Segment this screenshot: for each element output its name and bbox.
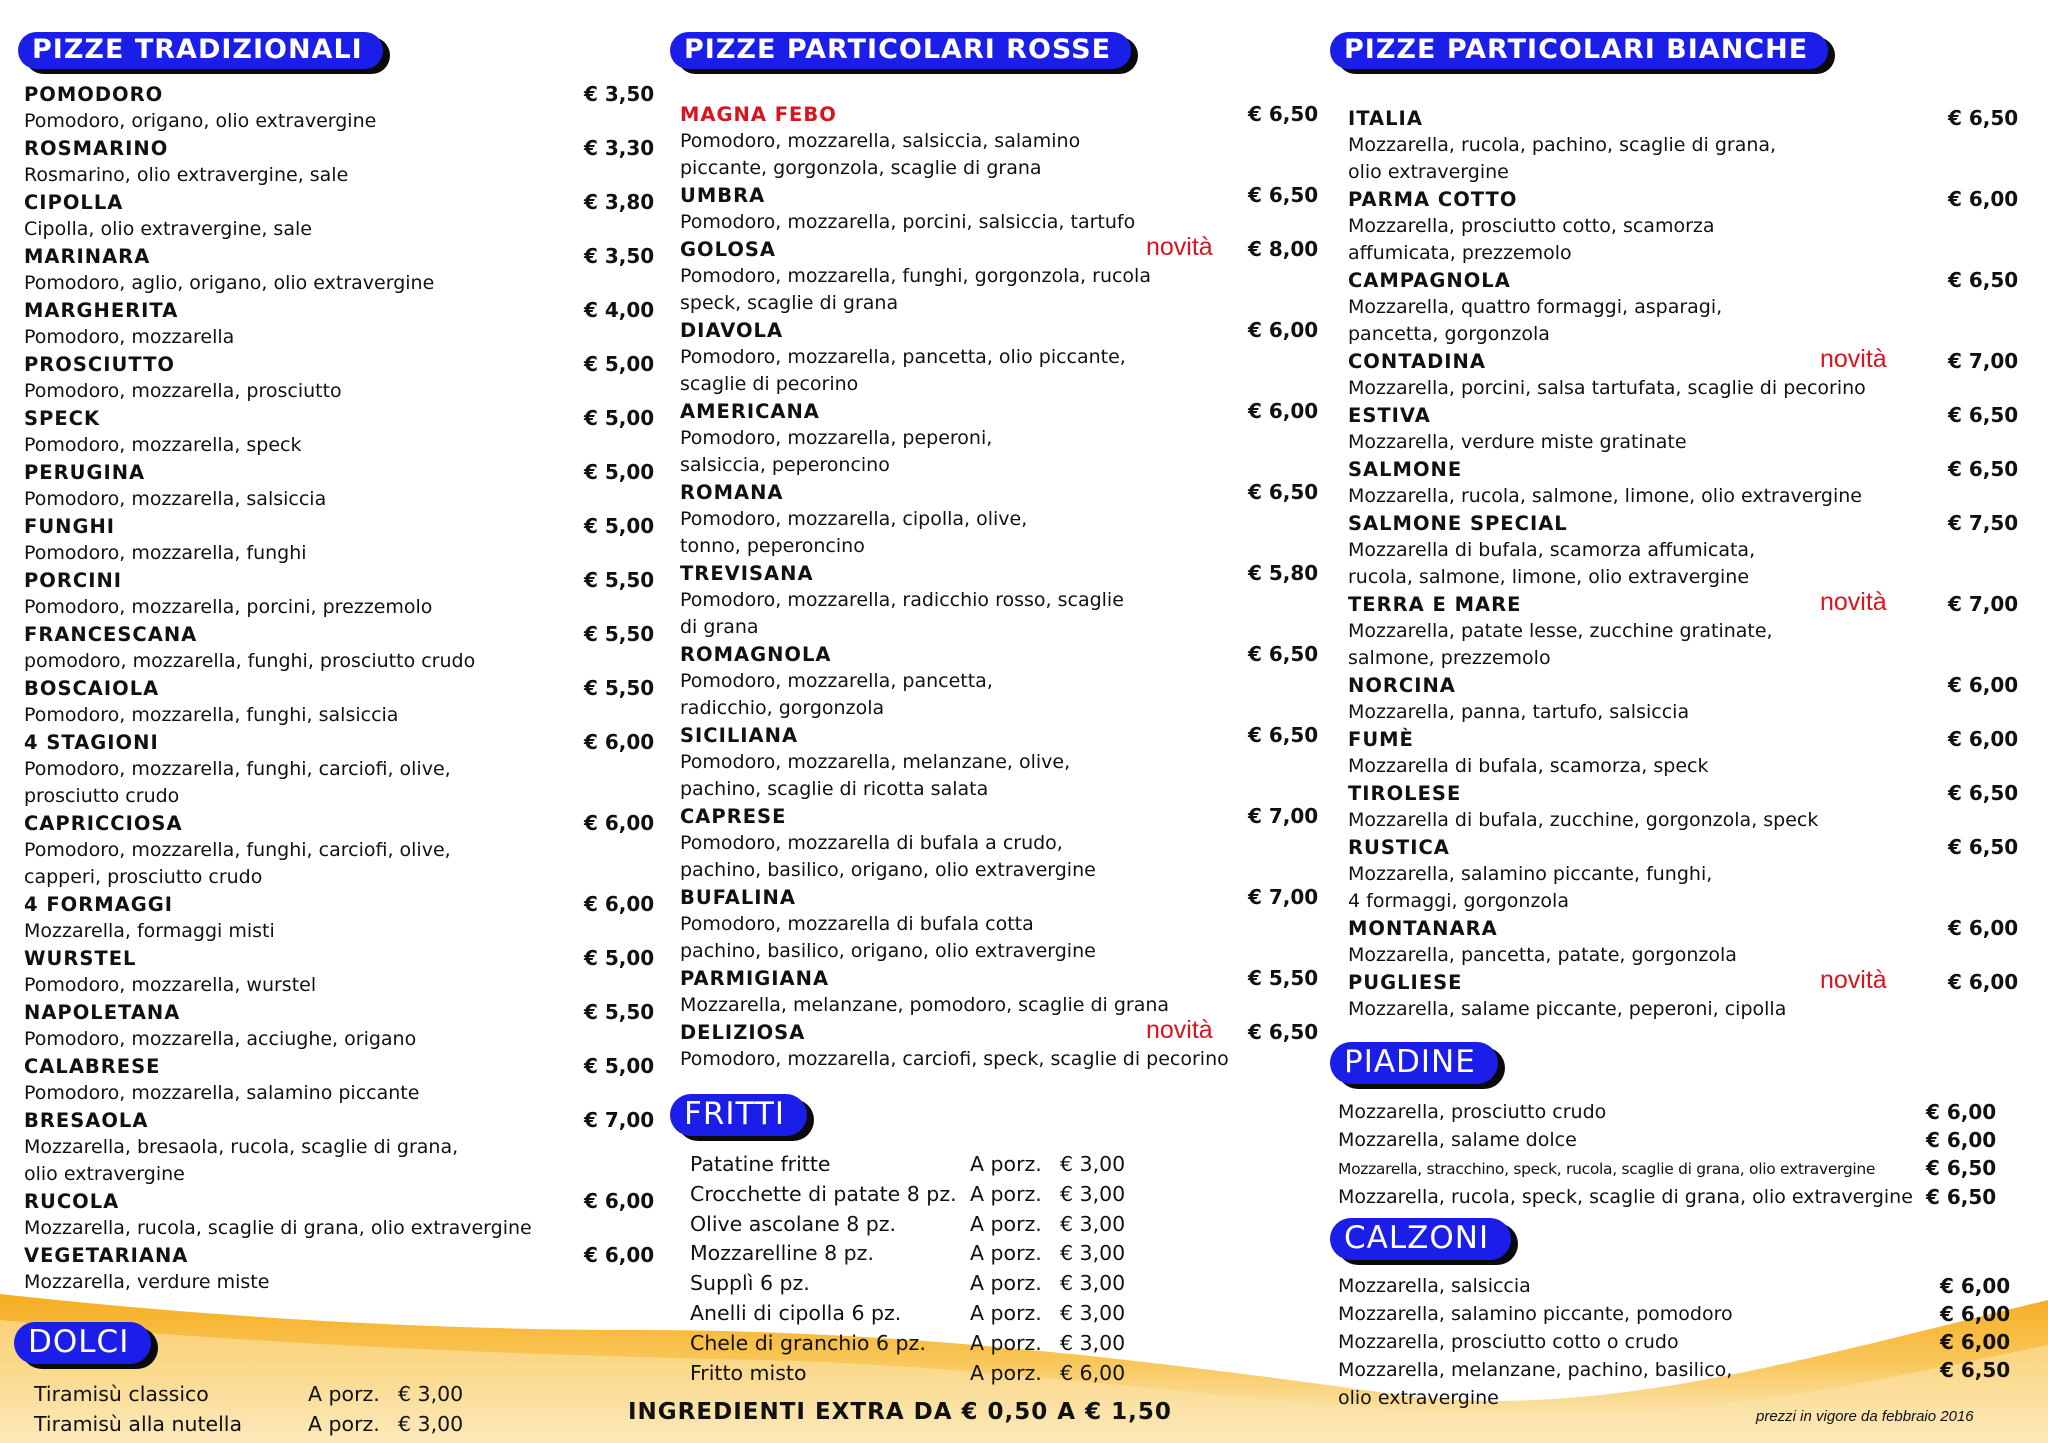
- pizza-price: € 6,00: [584, 1189, 655, 1213]
- item-price: € 6,00: [1940, 1274, 2011, 1298]
- pizza-description: Pomodoro, aglio, origano, olio extravergine: [24, 272, 435, 294]
- pizza-description: Mozzarella, prosciutto cotto, scamorza affumicata, prezzemolo: [1348, 215, 1715, 264]
- pizza-price: € 6,00: [584, 811, 655, 835]
- price-validity-note: prezzi in vigore da febbraio 2016: [1756, 1408, 1974, 1425]
- pizza-name: ROMAGNOLA: [680, 643, 832, 666]
- pizza-price: € 5,00: [584, 514, 655, 538]
- pizza-name: ROSMARINO: [24, 137, 169, 160]
- pizza-description: Mozzarella, pancetta, patate, gorgonzola: [1348, 944, 1737, 966]
- pizza-item: [680, 398, 1320, 479]
- item-name: Mozzarelline 8 pz.: [690, 1241, 874, 1266]
- pizza-description: Pomodoro, mozzarella, porcini, prezzemolo: [24, 596, 433, 618]
- pizza-item: [680, 182, 1320, 236]
- pizza-price: € 7,00: [1248, 804, 1319, 828]
- pizza-item: [1348, 966, 2030, 1023]
- pizza-description: Pomodoro, mozzarella, funghi, carciofi, olive, prosciutto crudo: [24, 758, 451, 807]
- pizza-item: [1348, 780, 2030, 834]
- extra-ingredients-note: INGREDIENTI EXTRA DA € 0,50 A € 1,50: [628, 1399, 1172, 1425]
- portion-label: A porz.: [308, 1382, 380, 1406]
- pizza-item: [1348, 915, 2030, 969]
- item-name: Anelli di cipolla 6 pz.: [690, 1300, 902, 1325]
- piadine-row: [1338, 1098, 2030, 1126]
- pizza-price: € 6,50: [1248, 723, 1319, 747]
- pizza-price: € 3,50: [584, 244, 655, 268]
- pizza-item: [24, 999, 658, 1053]
- calzoni-row: [1338, 1356, 2030, 1412]
- fritti-row: [690, 1150, 1170, 1180]
- item-price: € 3,00: [1060, 1330, 1126, 1355]
- section-title: DOLCI: [14, 1322, 151, 1364]
- item-description: Mozzarella, salame dolce: [1338, 1129, 1577, 1151]
- pizza-description: Rosmarino, olio extravergine, sale: [24, 164, 349, 186]
- pizza-price: € 7,00: [1948, 349, 2019, 373]
- pizza-price: € 6,00: [1948, 727, 2019, 751]
- pizza-name: PORCINI: [24, 569, 123, 592]
- item-price: € 3,00: [1060, 1241, 1126, 1266]
- pizza-item: [24, 351, 658, 405]
- item-description: Mozzarella, salamino piccante, pomodoro: [1338, 1303, 1733, 1325]
- pizza-item: [24, 567, 658, 621]
- pizza-item: [680, 233, 1320, 317]
- pizza-description: Pomodoro, mozzarella, salsiccia: [24, 488, 327, 510]
- item-price: € 3,00: [1060, 1271, 1126, 1296]
- fritti-row: [690, 1210, 1170, 1240]
- pizza-item: [24, 945, 658, 999]
- pizza-item: [680, 101, 1320, 182]
- pizza-description: Mozzarella, verdure miste: [24, 1271, 270, 1293]
- pizza-description: Mozzarella, rucola, pachino, scaglie di grana, olio extravergine: [1348, 134, 1777, 183]
- pizza-item: [680, 803, 1320, 884]
- fritti-row: [690, 1329, 1170, 1359]
- portion-label: A porz.: [970, 1271, 1042, 1296]
- dolci-row: [34, 1380, 514, 1410]
- pizza-price: € 3,30: [584, 136, 655, 160]
- pizza-name: 4 FORMAGGI: [24, 893, 174, 916]
- portion-label: A porz.: [970, 1152, 1042, 1176]
- pizza-description: Pomodoro, mozzarella di bufala a crudo, pachino, basilico, origano, olio extravergine: [680, 832, 1096, 881]
- fritti-row: [690, 1239, 1170, 1269]
- fritti-row: [690, 1359, 1170, 1389]
- pizza-name: MAGNA FEBO: [680, 103, 837, 126]
- pizza-price: € 6,50: [1248, 102, 1319, 126]
- pizza-price: € 3,80: [584, 190, 655, 214]
- item-description: Mozzarella, prosciutto cotto o crudo: [1338, 1331, 1679, 1353]
- pizza-name: PUGLIESE: [1348, 971, 1463, 994]
- item-price: € 3,00: [1060, 1300, 1126, 1325]
- pizza-description: Pomodoro, mozzarella, peperoni, salsiccia, peperoncino: [680, 427, 993, 476]
- item-price: € 6,00: [1926, 1100, 1997, 1124]
- dolci-row: [34, 1410, 514, 1440]
- pizza-item: [1348, 402, 2030, 456]
- pizza-item: [24, 81, 658, 135]
- pizza-name: NORCINA: [1348, 674, 1456, 697]
- pizza-item: [24, 243, 658, 297]
- pizza-name: VEGETARIANA: [24, 1244, 189, 1267]
- pizza-description: Pomodoro, mozzarella, cipolla, olive, tonno, peperoncino: [680, 508, 1028, 557]
- section-pizze-tradizionali: [18, 32, 658, 1296]
- pizza-price: € 6,00: [584, 730, 655, 754]
- pizza-description: Mozzarella, melanzane, pomodoro, scaglie di grana: [680, 994, 1170, 1016]
- pizza-price: € 6,00: [1248, 318, 1319, 342]
- pizza-item: [1348, 456, 2030, 510]
- item-price: € 3,00: [1060, 1181, 1126, 1206]
- portion-label: A porz.: [970, 1330, 1042, 1355]
- pizza-description: Pomodoro, mozzarella, salsiccia, salamino piccante, gorgonzola, scaglie di grana: [680, 130, 1081, 179]
- calzoni-row: [1338, 1272, 2030, 1300]
- pizza-name: ESTIVA: [1348, 404, 1431, 427]
- pizza-name: BOSCAIOLA: [24, 677, 160, 700]
- menu-list: [680, 101, 1320, 1073]
- pizza-price: € 6,50: [1248, 183, 1319, 207]
- pizza-description: Pomodoro, mozzarella, pancetta, olio piccante, scaglie di pecorino: [680, 346, 1126, 395]
- pizza-item: [24, 297, 658, 351]
- pizza-description: Pomodoro, mozzarella, funghi, salsiccia: [24, 704, 399, 726]
- pizza-item: [1348, 510, 2030, 591]
- pizza-price: € 6,00: [1948, 187, 2019, 211]
- pizza-price: € 7,00: [584, 1108, 655, 1132]
- calzoni-row: [1338, 1300, 2030, 1328]
- pizza-price: € 5,00: [584, 946, 655, 970]
- pizza-price: € 5,50: [584, 622, 655, 646]
- pizza-name: SICILIANA: [680, 724, 799, 747]
- pizza-price: € 6,00: [584, 1243, 655, 1267]
- pizza-description: Mozzarella, rucola, salmone, limone, olio extravergine: [1348, 485, 1862, 507]
- pizza-description: Pomodoro, mozzarella di bufala cotta pachino, basilico, origano, olio extravergine: [680, 913, 1096, 962]
- pizza-item: [680, 641, 1320, 722]
- section-dolci: [14, 1322, 514, 1439]
- pizza-description: Pomodoro, mozzarella, acciughe, origano: [24, 1028, 417, 1050]
- pizza-price: € 4,00: [584, 298, 655, 322]
- pizza-name: SALMONE SPECIAL: [1348, 512, 1568, 535]
- section-fritti: [670, 1094, 1170, 1388]
- portion-label: A porz.: [308, 1411, 380, 1436]
- pizza-name: RUSTICA: [1348, 836, 1450, 859]
- pizza-description: Pomodoro, mozzarella, speck: [24, 434, 302, 456]
- pizza-description: Pomodoro, mozzarella, wurstel: [24, 974, 317, 996]
- item-name: Olive ascolane 8 pz.: [690, 1211, 897, 1236]
- pizza-description: Mozzarella di bufala, zucchine, gorgonzola, speck: [1348, 809, 1819, 831]
- pizza-item: [24, 189, 658, 243]
- pizza-description: Pomodoro, mozzarella: [24, 326, 235, 348]
- pizza-price: € 6,50: [1948, 403, 2019, 427]
- pizza-name: CAPRICCIOSA: [24, 812, 183, 835]
- item-price: € 6,00: [1060, 1360, 1126, 1385]
- pizza-price: € 5,00: [584, 352, 655, 376]
- item-name: Tiramisù alla nutella: [34, 1411, 243, 1436]
- pizza-name: CAPRESE: [680, 805, 787, 828]
- pizza-price: € 7,00: [1248, 885, 1319, 909]
- pizza-name: ITALIA: [1348, 107, 1423, 130]
- pizza-name: FUNGHI: [24, 515, 116, 538]
- pizza-item: [680, 479, 1320, 560]
- pizza-item: [680, 317, 1320, 398]
- pizza-price: € 6,50: [1948, 268, 2019, 292]
- pizza-name: CONTADINA: [1348, 350, 1486, 373]
- portion-label: A porz.: [970, 1241, 1042, 1266]
- pizza-price: € 5,50: [1248, 966, 1319, 990]
- pizza-item: [1348, 726, 2030, 780]
- pizza-item: [1348, 186, 2030, 267]
- item-name: Tiramisù classico: [34, 1382, 209, 1406]
- pizza-name: NAPOLETANA: [24, 1001, 181, 1024]
- pizza-item: [1348, 105, 2030, 186]
- section-pizze-bianche: [1330, 32, 2030, 1023]
- pizza-name: CAMPAGNOLA: [1348, 269, 1511, 292]
- portion-label: A porz.: [970, 1211, 1042, 1236]
- section-title: PIZZE PARTICOLARI ROSSE: [670, 32, 1131, 69]
- pizza-item: [24, 810, 658, 891]
- pizza-name: BUFALINA: [680, 886, 796, 909]
- fritti-row: [690, 1180, 1170, 1210]
- pizza-price: € 6,00: [1948, 970, 2019, 994]
- item-description: Mozzarella, rucola, speck, scaglie di grana, olio extravergine: [1338, 1186, 1913, 1208]
- item-description: Mozzarella, melanzane, pachino, basilico, olio extravergine: [1338, 1359, 1733, 1409]
- pizza-price: € 6,50: [1248, 1020, 1319, 1044]
- pizza-item: [24, 1107, 658, 1188]
- pizza-description: Pomodoro, mozzarella, funghi, carciofi, olive, capperi, prosciutto crudo: [24, 839, 451, 888]
- item-price: € 6,00: [1926, 1128, 1997, 1152]
- pizza-name: CIPOLLA: [24, 191, 124, 214]
- pizza-price: € 7,00: [1948, 592, 2019, 616]
- pizza-name: UMBRA: [680, 184, 766, 207]
- pizza-description: Mozzarella, quattro formaggi, asparagi, pancetta, gorgonzola: [1348, 296, 1723, 345]
- pizza-price: € 5,00: [584, 406, 655, 430]
- item-price: € 6,00: [1940, 1330, 2011, 1354]
- pizza-name: MARGHERITA: [24, 299, 179, 322]
- pizza-price: € 3,50: [584, 82, 655, 106]
- pizza-item: [24, 1242, 658, 1296]
- item-name: Chele di granchio 6 pz.: [690, 1330, 926, 1355]
- fritti-row: [690, 1269, 1170, 1299]
- novita-badge: novità: [1820, 588, 1887, 616]
- fritti-list: [690, 1150, 1170, 1388]
- pizza-description: Pomodoro, mozzarella, melanzane, olive, pachino, scaglie di ricotta salata: [680, 751, 1071, 800]
- pizza-item: [680, 560, 1320, 641]
- item-price: € 6,50: [1926, 1156, 1997, 1180]
- pizza-name: DIAVOLA: [680, 319, 784, 342]
- pizza-name: SALMONE: [1348, 458, 1463, 481]
- section-title: PIADINE: [1330, 1042, 1498, 1084]
- calzoni-row: [1338, 1328, 2030, 1356]
- pizza-name: TERRA E MARE: [1348, 593, 1522, 616]
- pizza-description: Mozzarella, rucola, scaglie di grana, olio extravergine: [24, 1217, 532, 1239]
- section-title: CALZONI: [1330, 1218, 1511, 1260]
- section-calzoni: [1330, 1218, 2030, 1412]
- pizza-name: AMERICANA: [680, 400, 820, 423]
- pizza-item: [24, 1188, 658, 1242]
- item-price: € 3,00: [1060, 1211, 1126, 1236]
- pizza-name: TREVISANA: [680, 562, 814, 585]
- pizza-name: PARMIGIANA: [680, 967, 830, 990]
- pizza-description: Pomodoro, mozzarella, radicchio rosso, scaglie di grana: [680, 589, 1124, 638]
- pizza-name: MARINARA: [24, 245, 151, 268]
- pizza-description: Pomodoro, mozzarella, funghi, gorgonzola, rucola speck, scaglie di grana: [680, 265, 1151, 314]
- pizza-name: FRANCESCANA: [24, 623, 198, 646]
- pizza-name: PARMA COTTO: [1348, 188, 1518, 211]
- pizza-name: ROMANA: [680, 481, 784, 504]
- pizza-name: MONTANARA: [1348, 917, 1498, 940]
- novita-badge: novità: [1820, 966, 1887, 994]
- pizza-description: Mozzarella di bufala, scamorza, speck: [1348, 755, 1709, 777]
- pizza-description: Pomodoro, mozzarella, porcini, salsiccia, tartufo: [680, 211, 1136, 233]
- pizza-item: [680, 1016, 1320, 1073]
- pizza-price: € 8,00: [1248, 237, 1319, 261]
- pizza-description: Mozzarella, patate lesse, zucchine gratinate, salmone, prezzemolo: [1348, 620, 1773, 669]
- menu-list: [1348, 105, 2030, 1023]
- portion-label: A porz.: [970, 1360, 1042, 1385]
- pizza-name: PROSCIUTTO: [24, 353, 175, 376]
- portion-label: A porz.: [970, 1181, 1042, 1206]
- pizza-name: FUMÈ: [1348, 728, 1414, 751]
- pizza-price: € 6,50: [1948, 457, 2019, 481]
- pizza-description: Pomodoro, mozzarella, carciofi, speck, scaglie di pecorino: [680, 1048, 1229, 1070]
- pizza-description: Mozzarella, verdure miste gratinate: [1348, 431, 1687, 453]
- dolci-list: [34, 1380, 514, 1439]
- pizza-item: [24, 621, 658, 675]
- pizza-name: DELIZIOSA: [680, 1021, 806, 1044]
- pizza-name: BRESAOLA: [24, 1109, 149, 1132]
- pizza-description: Mozzarella di bufala, scamorza affumicata, rucola, salmone, limone, olio extravergine: [1348, 539, 1756, 588]
- pizza-name: TIROLESE: [1348, 782, 1462, 805]
- pizza-description: pomodoro, mozzarella, funghi, prosciutto crudo: [24, 650, 476, 672]
- pizza-description: Pomodoro, origano, olio extravergine: [24, 110, 377, 132]
- item-price: € 3,00: [398, 1382, 464, 1406]
- item-name: Supplì 6 pz.: [690, 1271, 810, 1296]
- pizza-description: Mozzarella, salamino piccante, funghi, 4 formaggi, gorgonzola: [1348, 863, 1713, 912]
- piadine-row: [1338, 1126, 2030, 1154]
- pizza-description: Cipolla, olio extravergine, sale: [24, 218, 312, 240]
- pizza-name: 4 STAGIONI: [24, 731, 159, 754]
- item-description: Mozzarella, salsiccia: [1338, 1275, 1531, 1297]
- pizza-price: € 6,50: [1948, 781, 2019, 805]
- portion-label: A porz.: [970, 1300, 1042, 1325]
- pizza-item: [24, 135, 658, 189]
- pizza-item: [1348, 672, 2030, 726]
- pizza-description: Mozzarella, bresaola, rucola, scaglie di grana, olio extravergine: [24, 1136, 459, 1185]
- pizza-item: [24, 513, 658, 567]
- item-description: Mozzarella, prosciutto crudo: [1338, 1101, 1607, 1123]
- pizza-name: CALABRESE: [24, 1055, 161, 1078]
- item-price: € 3,00: [398, 1411, 464, 1436]
- pizza-description: Mozzarella, formaggi misti: [24, 920, 275, 942]
- piadine-row: [1338, 1183, 2030, 1211]
- novita-badge: novità: [1820, 345, 1887, 373]
- pizza-name: PERUGINA: [24, 461, 146, 484]
- pizza-item: [24, 405, 658, 459]
- fritti-row: [690, 1299, 1170, 1329]
- pizza-price: € 7,50: [1948, 511, 2019, 535]
- item-name: Fritto misto: [690, 1360, 807, 1385]
- pizza-price: € 5,50: [584, 1000, 655, 1024]
- pizza-price: € 5,00: [584, 460, 655, 484]
- pizza-price: € 6,00: [1248, 399, 1319, 423]
- item-description: Mozzarella, stracchino, speck, rucola, scaglie di grana, olio extravergine: [1338, 1160, 1876, 1178]
- pizza-name: GOLOSA: [680, 238, 777, 261]
- section-title: PIZZE PARTICOLARI BIANCHE: [1330, 32, 1828, 69]
- item-price: € 3,00: [1060, 1152, 1126, 1176]
- pizza-item: [680, 722, 1320, 803]
- pizza-price: € 6,50: [1248, 480, 1319, 504]
- section-piadine: [1330, 1042, 2030, 1211]
- pizza-name: SPECK: [24, 407, 101, 430]
- item-name: Crocchette di patate 8 pz.: [690, 1181, 957, 1206]
- pizza-item: [680, 884, 1320, 965]
- pizza-price: € 6,50: [1248, 642, 1319, 666]
- pizza-description: Mozzarella, porcini, salsa tartufata, scaglie di pecorino: [1348, 377, 1866, 399]
- section-pizze-rosse: [670, 32, 1320, 1073]
- section-title: PIZZE TRADIZIONALI: [18, 32, 383, 69]
- pizza-price: € 6,50: [1948, 835, 2019, 859]
- item-price: € 6,50: [1940, 1358, 2011, 1382]
- pizza-description: Pomodoro, mozzarella, pancetta, radicchio, gorgonzola: [680, 670, 993, 719]
- item-price: € 6,50: [1926, 1185, 1997, 1209]
- pizza-description: Mozzarella, panna, tartufo, salsiccia: [1348, 701, 1690, 723]
- piadine-row: [1338, 1154, 2030, 1183]
- novita-badge: novità: [1146, 1016, 1213, 1044]
- pizza-item: [24, 1053, 658, 1107]
- item-name: Patatine fritte: [690, 1152, 831, 1176]
- pizza-price: € 5,00: [584, 1054, 655, 1078]
- pizza-item: [1348, 588, 2030, 672]
- calzoni-list: [1338, 1272, 2030, 1412]
- pizza-item: [24, 891, 658, 945]
- pizza-description: Pomodoro, mozzarella, salamino piccante: [24, 1082, 420, 1104]
- pizza-item: [1348, 834, 2030, 915]
- pizza-name: WURSTEL: [24, 947, 137, 970]
- pizza-description: Pomodoro, mozzarella, funghi: [24, 542, 307, 564]
- item-price: € 6,00: [1940, 1302, 2011, 1326]
- pizza-item: [24, 459, 658, 513]
- pizza-price: € 6,50: [1948, 106, 2019, 130]
- pizza-name: RUCOLA: [24, 1190, 120, 1213]
- pizza-item: [1348, 267, 2030, 348]
- pizza-price: € 5,80: [1248, 561, 1319, 585]
- pizza-item: [1348, 345, 2030, 402]
- pizza-price: € 5,50: [584, 676, 655, 700]
- pizza-item: [24, 675, 658, 729]
- novita-badge: novità: [1146, 233, 1213, 261]
- pizza-description: Mozzarella, salame piccante, peperoni, cipolla: [1348, 998, 1787, 1020]
- pizza-price: € 6,00: [584, 892, 655, 916]
- pizza-price: € 6,00: [1948, 916, 2019, 940]
- pizza-name: POMODORO: [24, 83, 164, 106]
- pizza-item: [680, 965, 1320, 1019]
- section-title: FRITTI: [670, 1094, 807, 1136]
- menu-list: [24, 81, 658, 1296]
- pizza-price: € 6,00: [1948, 673, 2019, 697]
- pizza-price: € 5,50: [584, 568, 655, 592]
- pizza-item: [24, 729, 658, 810]
- piadine-list: [1338, 1098, 2030, 1211]
- pizza-description: Pomodoro, mozzarella, prosciutto: [24, 380, 342, 402]
